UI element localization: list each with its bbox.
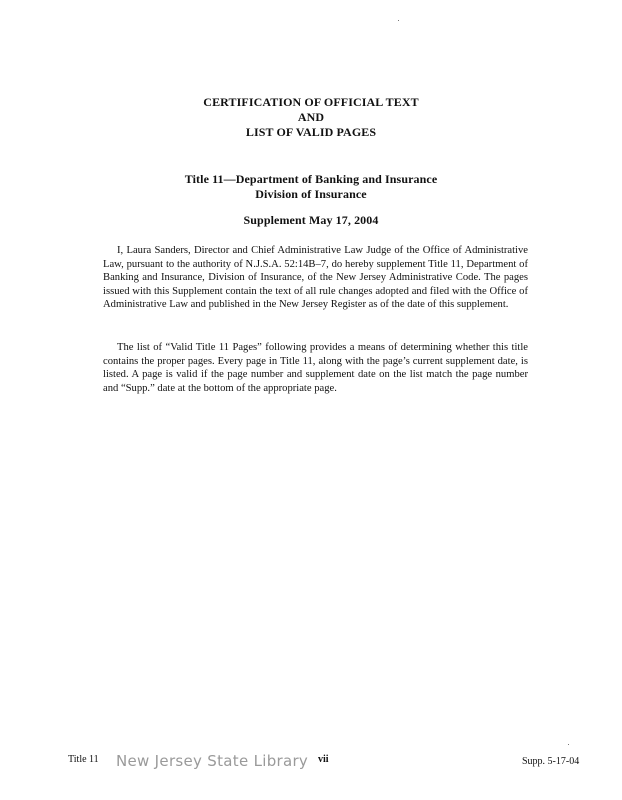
certification-heading: [0, 95, 622, 140]
certification-line-2: AND: [297, 110, 325, 124]
library-stamp: New Jersey State Library: [116, 752, 309, 770]
footer-title-label: Title 11: [68, 754, 99, 765]
valid-pages-paragraph: The list of “Valid Title 11 Pages” following provides a means of determining whether this title contains the proper pages. Every page in Title 11, along with the page’s current supplement date, is listed. A page is valid if the page number and supplement date on the list match the page number and “Supp.” date at the bottom of the appropriate page.: [103, 342, 528, 394]
scan-speck: [568, 744, 569, 745]
title-line-1: Title 11—Department of Banking and Insurance: [184, 172, 438, 186]
scan-speck: [398, 20, 399, 21]
certification-paragraph: I, Laura Sanders, Director and Chief Administrative Law Judge of the Office of Administrative Law, pursuant to the authority of N.J.S.A. 52:14B–7, do hereby supplement Title 11, Department of Banking and Insurance, Division of Insurance, of the New Jersey Administrative Code. The pages issued with this Supplement contain the text of all rule changes adopted and filed with the Office of Administrative Law and published in the New Jersey Register as of the date of this supplement.: [103, 245, 528, 311]
title-line-2: Division of Insurance: [255, 187, 367, 201]
certification-line-3: LIST OF VALID PAGES: [245, 125, 377, 139]
footer-supplement-date: Supp. 5-17-04: [522, 756, 580, 767]
page-number: vii: [318, 754, 329, 765]
supplement-heading: Supplement May 17, 2004: [243, 213, 379, 227]
certification-line-1: CERTIFICATION OF OFFICIAL TEXT: [203, 95, 419, 109]
title-heading: [0, 172, 622, 202]
